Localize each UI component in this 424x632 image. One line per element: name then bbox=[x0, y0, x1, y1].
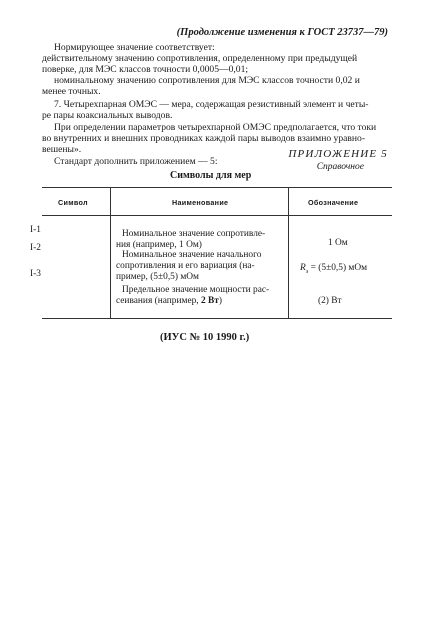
table-header-rule bbox=[42, 215, 392, 216]
header-symbol: Символ bbox=[58, 198, 88, 207]
row3-name-bold: 2 Вт bbox=[200, 296, 219, 306]
intro-line-5: менее точных. bbox=[42, 86, 101, 97]
table-top-rule bbox=[42, 187, 392, 188]
row1-name-line-2: ния (например, 1 Ом) bbox=[116, 240, 202, 250]
row3-symbol: I-3 bbox=[30, 269, 41, 279]
row2-designation-value: = (5±0,5) мОм bbox=[308, 263, 368, 273]
appendix-title: ПРИЛОЖЕНИЕ 5 bbox=[288, 148, 388, 160]
row3-name-text: сеивания (например, bbox=[116, 296, 201, 306]
row1-name-line-1: Номинальное значение сопротивле- bbox=[122, 229, 266, 239]
row2-name-line-1: Номинальное значение начального bbox=[122, 250, 262, 260]
table-title: Символы для мер bbox=[170, 170, 252, 181]
table-col-divider-1 bbox=[110, 187, 111, 318]
determination-line-2: во внутренних и внешних проводниках каждой пары выводов взаимно уравно- bbox=[42, 133, 366, 144]
appendix-subtitle: Справочное bbox=[316, 162, 364, 172]
row3-name-line-1: Предельное значение мощности рас- bbox=[122, 285, 270, 295]
table-bottom-rule bbox=[42, 318, 392, 319]
determination-line-3: вешены». bbox=[42, 144, 82, 155]
intro-line-2: действительному значению сопротивления, определенному при предыдущей bbox=[42, 53, 358, 64]
row2-designation-subscript: э bbox=[305, 268, 309, 275]
supplement-line: Стандарт дополнить приложением — 5: bbox=[54, 156, 218, 167]
item7-line-2: ре пары коаксиальных выводов. bbox=[42, 110, 173, 121]
footer-note: (ИУС № 10 1990 г.) bbox=[160, 332, 250, 343]
header-name: Наименование bbox=[172, 198, 229, 207]
row2-name-line-2: сопротивления и его вариация (на- bbox=[116, 261, 255, 271]
row2-symbol: I-2 bbox=[30, 243, 41, 253]
row3-name-line-2 bbox=[116, 296, 222, 307]
intro-line-4: номинальному значению сопротивления для МЭС классов точности 0,02 и bbox=[54, 75, 360, 86]
row1-symbol: I-1 bbox=[30, 225, 41, 235]
continuation-header: (Продолжение изменения к ГОСТ 23737—79) bbox=[176, 27, 388, 38]
determination-line-1: При определении параметров четырехпарной ОМЭС предполагается, что токи bbox=[54, 122, 377, 133]
intro-line-1: Нормирующее значение соответствует: bbox=[54, 42, 215, 53]
intro-line-3: поверке, для МЭС классов точности 0,0005—0,01; bbox=[42, 64, 249, 75]
row2-name-line-3: пример, (5±0,5) мОм bbox=[116, 272, 199, 282]
row2-designation-symbol: R bbox=[300, 263, 306, 273]
table-col-divider-2 bbox=[288, 187, 289, 318]
row3-name-close: ) bbox=[218, 296, 222, 306]
header-designation: Обозначение bbox=[308, 198, 359, 207]
row1-designation: 1 Ом bbox=[328, 238, 348, 248]
row3-designation: (2) Вт bbox=[318, 296, 342, 306]
item7-line-1: 7. Четырехпарная ОМЭС — мера, содержащая резистивный элемент и четы- bbox=[54, 99, 369, 110]
row2-designation bbox=[300, 263, 367, 278]
